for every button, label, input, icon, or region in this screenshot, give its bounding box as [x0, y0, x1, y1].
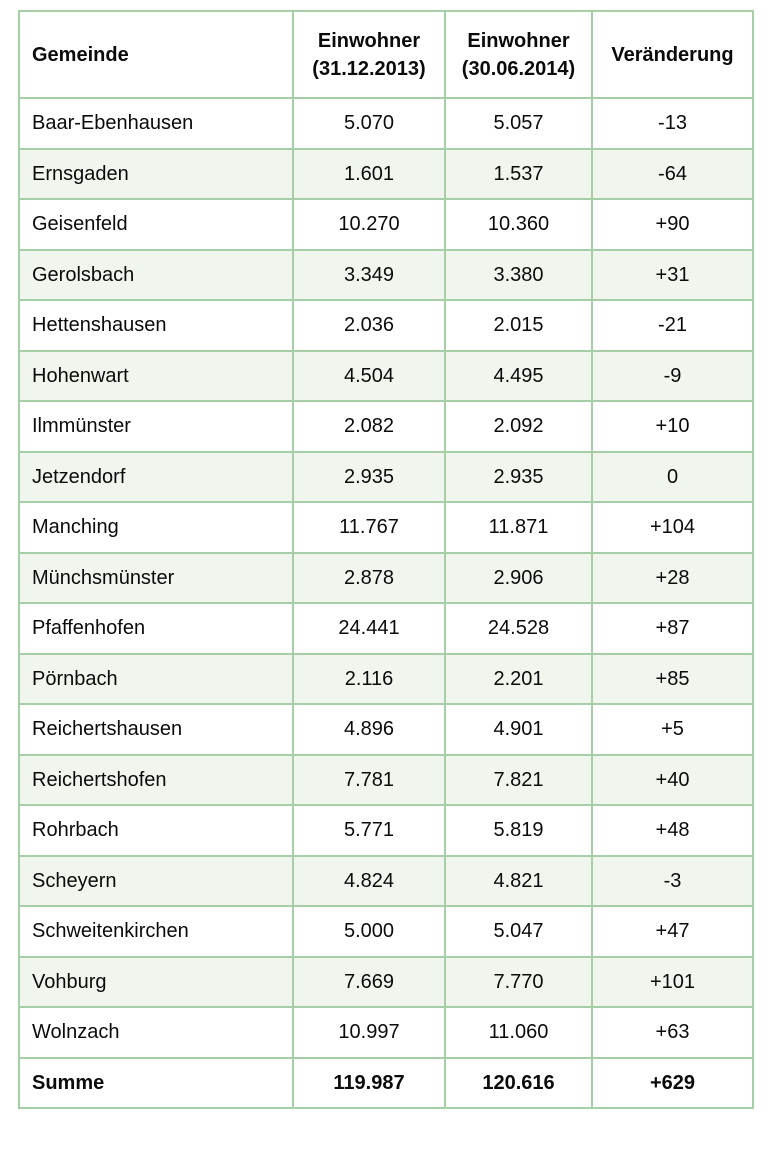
- einwohner-2014-cell: 5.057: [445, 98, 592, 149]
- einwohner-2013-cell: 4.504: [293, 351, 445, 402]
- einwohner-2013-cell: 5.000: [293, 906, 445, 957]
- einwohner-2013-cell: 5.771: [293, 805, 445, 856]
- einwohner-2014-cell: 4.821: [445, 856, 592, 907]
- einwohner-2013-cell: 7.669: [293, 957, 445, 1008]
- gemeinde-cell: Reichertshausen: [19, 704, 293, 755]
- table-row: [19, 250, 753, 301]
- table-row: [19, 1007, 753, 1058]
- table-row: [19, 502, 753, 553]
- table-row: [19, 805, 753, 856]
- gemeinde-cell: Hohenwart: [19, 351, 293, 402]
- veraenderung-cell: +48: [592, 805, 753, 856]
- column-header-einwohner-2014: [445, 11, 592, 98]
- veraenderung-cell: +87: [592, 603, 753, 654]
- table-row: [19, 199, 753, 250]
- einwohner-2013-cell: 1.601: [293, 149, 445, 200]
- einwohner-2014-cell: 11.060: [445, 1007, 592, 1058]
- gemeinde-cell: Schweitenkirchen: [19, 906, 293, 957]
- veraenderung-cell: +63: [592, 1007, 753, 1058]
- gemeinde-cell: Scheyern: [19, 856, 293, 907]
- einwohner-2014-cell: 3.380: [445, 250, 592, 301]
- veraenderung-cell: -9: [592, 351, 753, 402]
- einwohner-2014-cell: 7.770: [445, 957, 592, 1008]
- veraenderung-cell: 0: [592, 452, 753, 503]
- veraenderung-cell: +47: [592, 906, 753, 957]
- einwohner-2014-cell: 2.092: [445, 401, 592, 452]
- einwohner-2013-cell: 3.349: [293, 250, 445, 301]
- einwohner-2014-cell: 10.360: [445, 199, 592, 250]
- gemeinde-cell: Summe: [19, 1058, 293, 1109]
- column-header-label: Einwohner: [467, 29, 570, 52]
- einwohner-2014-cell: 5.047: [445, 906, 592, 957]
- gemeinde-cell: Ernsgaden: [19, 149, 293, 200]
- population-table: [18, 10, 754, 1109]
- veraenderung-cell: +101: [592, 957, 753, 1008]
- einwohner-2014-cell: 5.819: [445, 805, 592, 856]
- table-row: [19, 906, 753, 957]
- column-header-label: Einwohner: [317, 29, 421, 52]
- gemeinde-cell: Hettenshausen: [19, 300, 293, 351]
- einwohner-2014-cell: 2.015: [445, 300, 592, 351]
- table-body: [19, 98, 753, 1108]
- einwohner-2013-cell: 2.878: [293, 553, 445, 604]
- einwohner-2013-cell: 11.767: [293, 502, 445, 553]
- veraenderung-cell: -21: [592, 300, 753, 351]
- einwohner-2013-cell: 10.270: [293, 199, 445, 250]
- table-row: [19, 401, 753, 452]
- gemeinde-cell: Reichertshofen: [19, 755, 293, 806]
- column-header-einwohner-2013: [293, 11, 445, 98]
- einwohner-2014-cell: 2.906: [445, 553, 592, 604]
- gemeinde-cell: Gerolsbach: [19, 250, 293, 301]
- column-header-label: Veränderung: [611, 43, 734, 66]
- veraenderung-cell: -13: [592, 98, 753, 149]
- gemeinde-cell: Pfaffenhofen: [19, 603, 293, 654]
- table-row: [19, 553, 753, 604]
- table-row: [19, 351, 753, 402]
- einwohner-2013-cell: 5.070: [293, 98, 445, 149]
- veraenderung-cell: -3: [592, 856, 753, 907]
- veraenderung-cell: +31: [592, 250, 753, 301]
- einwohner-2013-cell: 24.441: [293, 603, 445, 654]
- einwohner-2014-cell: 24.528: [445, 603, 592, 654]
- total-row: [19, 1058, 753, 1109]
- einwohner-2013-cell: 2.082: [293, 401, 445, 452]
- gemeinde-cell: Manching: [19, 502, 293, 553]
- einwohner-2014-cell: 120.616: [445, 1058, 592, 1109]
- gemeinde-cell: Münchsmünster: [19, 553, 293, 604]
- column-header-veraenderung: [592, 11, 753, 98]
- table-row: [19, 654, 753, 705]
- header-row: [19, 11, 753, 98]
- veraenderung-cell: +28: [592, 553, 753, 604]
- table-row: [19, 300, 753, 351]
- gemeinde-cell: Wolnzach: [19, 1007, 293, 1058]
- einwohner-2014-cell: 11.871: [445, 502, 592, 553]
- column-header-label: Gemeinde: [32, 43, 129, 66]
- einwohner-2013-cell: 4.824: [293, 856, 445, 907]
- table-row: [19, 452, 753, 503]
- einwohner-2013-cell: 10.997: [293, 1007, 445, 1058]
- veraenderung-cell: +5: [592, 704, 753, 755]
- veraenderung-cell: +40: [592, 755, 753, 806]
- einwohner-2013-cell: 4.896: [293, 704, 445, 755]
- einwohner-2013-cell: 7.781: [293, 755, 445, 806]
- einwohner-2013-cell: 2.036: [293, 300, 445, 351]
- table-row: [19, 704, 753, 755]
- gemeinde-cell: Vohburg: [19, 957, 293, 1008]
- gemeinde-cell: Pörnbach: [19, 654, 293, 705]
- veraenderung-cell: +85: [592, 654, 753, 705]
- gemeinde-cell: Jetzendorf: [19, 452, 293, 503]
- einwohner-2014-cell: 2.935: [445, 452, 592, 503]
- table-row: [19, 957, 753, 1008]
- veraenderung-cell: -64: [592, 149, 753, 200]
- gemeinde-cell: Baar-Ebenhausen: [19, 98, 293, 149]
- table-row: [19, 149, 753, 200]
- column-header-sublabel: (31.12.2013): [312, 57, 426, 80]
- einwohner-2013-cell: 2.935: [293, 452, 445, 503]
- gemeinde-cell: Ilmmünster: [19, 401, 293, 452]
- einwohner-2014-cell: 2.201: [445, 654, 592, 705]
- einwohner-2014-cell: 1.537: [445, 149, 592, 200]
- einwohner-2013-cell: 119.987: [293, 1058, 445, 1109]
- veraenderung-cell: +104: [592, 502, 753, 553]
- einwohner-2014-cell: 4.495: [445, 351, 592, 402]
- einwohner-2014-cell: 4.901: [445, 704, 592, 755]
- gemeinde-cell: Rohrbach: [19, 805, 293, 856]
- column-header-sublabel: (30.06.2014): [461, 57, 576, 80]
- table-row: [19, 98, 753, 149]
- gemeinde-cell: Geisenfeld: [19, 199, 293, 250]
- einwohner-2014-cell: 7.821: [445, 755, 592, 806]
- einwohner-2013-cell: 2.116: [293, 654, 445, 705]
- veraenderung-cell: +90: [592, 199, 753, 250]
- table-row: [19, 755, 753, 806]
- column-header-gemeinde: [19, 11, 293, 98]
- veraenderung-cell: +629: [592, 1058, 753, 1109]
- table-row: [19, 856, 753, 907]
- table-row: [19, 603, 753, 654]
- veraenderung-cell: +10: [592, 401, 753, 452]
